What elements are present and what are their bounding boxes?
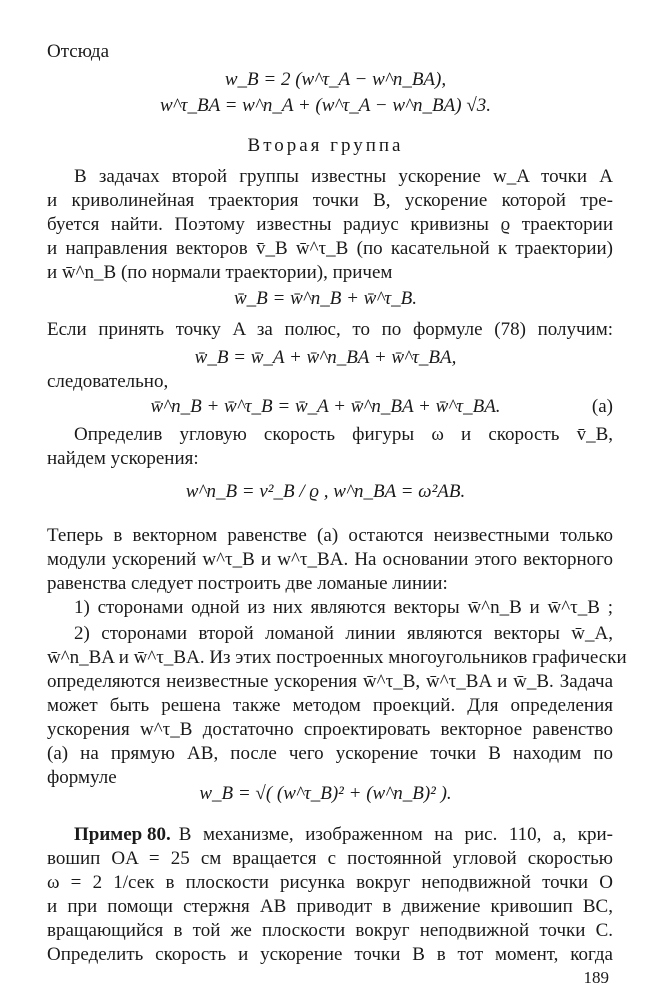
paragraph-line: формуле <box>47 767 117 788</box>
equation-5 <box>0 395 651 419</box>
paragraph-line: и направления векторов v̄_B w̄^τ_B (по касательной к траектории) <box>47 238 613 259</box>
paragraph-line: и w̄^n_B (по нормали траектории), причем <box>47 262 393 283</box>
section-heading: Вторая группа <box>247 135 404 156</box>
equation-6: w^n_B = v²_B / ϱ , w^n_BA = ω²AB. <box>185 481 466 502</box>
example-line: вращающийся в той же плоскости вокруг неподвижной точки C. <box>47 920 613 941</box>
paragraph-line: модули ускорений w^τ_B и w^τ_BA. На основании этого векторного <box>47 549 613 570</box>
example-line: вошип OA = 25 см вращается с постоянной угловой скоростью <box>47 848 613 869</box>
example-first-line <box>74 823 613 847</box>
paragraph-line: В задачах второй группы известны ускорение w_A точки A <box>74 166 613 187</box>
paragraph-line: и криволинейная траектория точки B, ускорение которой тре- <box>47 190 613 211</box>
paragraph-line: 2) сторонами второй ломаной линии являются векторы w̄_A, <box>74 623 613 644</box>
paragraph-line: определяются неизвестные ускорения w̄^τ_B, w̄^τ_BA и w̄_B. Задача <box>47 671 613 692</box>
paragraph-line: буется найти. Поэтому известны радиус кривизны ϱ траектории <box>47 214 613 235</box>
paragraph-line: Если принять точку A за полюс, то по формуле (78) получим: <box>47 319 613 340</box>
equation-1: w_B = 2 (w^τ_A − w^n_BA), <box>224 69 447 90</box>
page-number: 189 <box>583 968 609 987</box>
equation-5-text: w̄^n_B + w̄^τ_B = w̄_A + w̄^n_BA + w̄^τ_BA. <box>150 396 501 417</box>
equation-4: w̄_B = w̄_A + w̄^n_BA + w̄^τ_BA, <box>194 347 457 368</box>
example-line: ω = 2 1/сек в плоскости рисунка вокруг неподвижной точки O <box>47 872 613 893</box>
paragraph-line: 1) сторонами одной из них являются векторы w̄^n_B и w̄^τ_B ; <box>74 597 613 618</box>
paragraph-line: (а) на прямую AB, после чего ускорение точки B находим по <box>47 743 613 764</box>
paragraph-line: Теперь в векторном равенстве (а) остаются неизвестными только <box>47 525 613 546</box>
equation-2: w^τ_BA = w^n_A + (w^τ_A − w^n_BA) √3. <box>159 95 491 116</box>
paragraph-line: w̄^n_BA и w̄^τ_BA. Из этих построенных многоугольников графически <box>47 647 627 668</box>
intro-word: Отсюда <box>47 41 110 62</box>
equation-tag: (a) <box>591 396 613 417</box>
paragraph-line: следовательно, <box>47 371 169 392</box>
example-line: В механизме, изображенном на рис. 110, а, кри- <box>178 824 613 845</box>
example-label: Пример 80. <box>74 824 171 845</box>
paragraph-line: равенства следует построить две ломаные линии: <box>47 573 448 594</box>
paragraph-line: ускорения w^τ_B достаточно спроектировать векторное равенство <box>47 719 613 740</box>
equation-3: w̄_B = w̄^n_B + w̄^τ_B. <box>233 288 418 309</box>
paragraph-line: Определив угловую скорость фигуры ω и скорость v̄_B, <box>74 424 613 445</box>
paragraph-line: найдем ускорения: <box>47 448 199 469</box>
example-line: и при помощи стержня AB приводит в движение кривошип BC, <box>47 896 613 917</box>
equation-7: w_B = √( (w^τ_B)² + (w^n_B)² ). <box>199 783 452 804</box>
paragraph-line: может быть решена также методом проекций. Для определения <box>47 695 613 716</box>
example-line: Определить скорость и ускорение точки B в тот момент, когда <box>47 944 613 965</box>
